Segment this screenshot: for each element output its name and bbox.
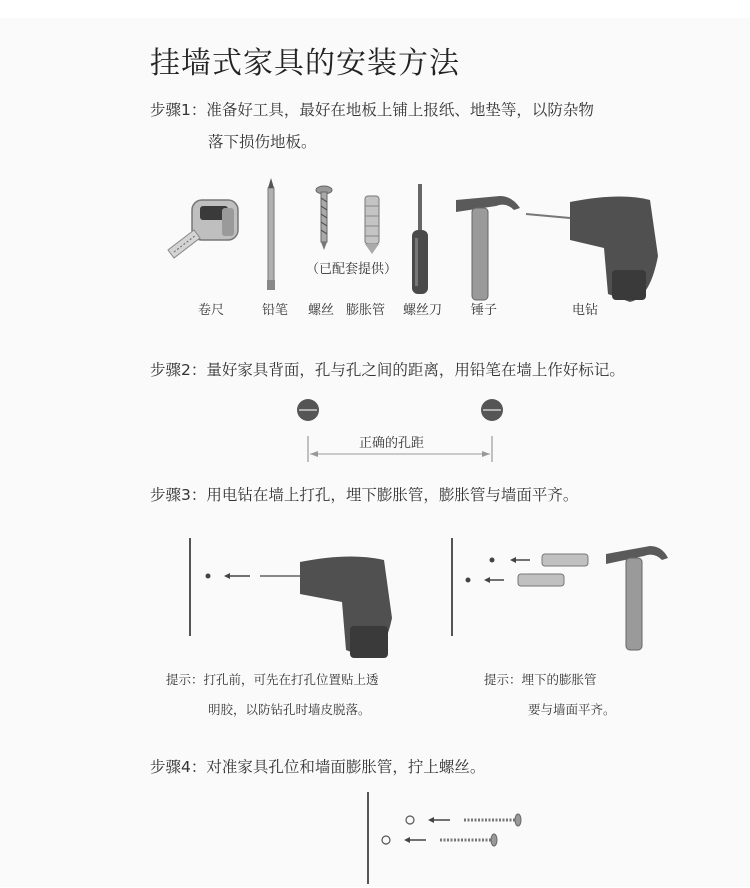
step-1-line1: 准备好工具，最好在地板上铺上报纸、地垫等，以防杂物 xyxy=(206,101,594,119)
step-3-text: 用电钻在墙上打孔，埋下膨胀管，膨胀管与墙面平齐。 xyxy=(206,486,579,504)
step-4-text: 对准家具孔位和墙面膨胀管，拧上螺丝。 xyxy=(206,758,486,776)
tool-label-screwdriver: 螺丝刀 xyxy=(403,303,443,318)
supplied-note: （已配套提供） xyxy=(306,262,398,277)
tool-label-hammer: 锤子 xyxy=(471,303,498,318)
tool-label-tape: 卷尺 xyxy=(198,303,225,318)
tip-left-line2: 明胶，以防钻孔时墙皮脱落。 xyxy=(208,702,371,717)
step-1-prefix: 步骤1： xyxy=(150,101,207,119)
hammer-icon xyxy=(456,196,520,300)
drilling-diagram xyxy=(180,518,680,658)
tip-right-line1 xyxy=(484,670,597,688)
tool-label-screw: 螺丝 xyxy=(308,303,335,318)
drill-icon xyxy=(526,196,658,302)
hole-spacing-diagram xyxy=(290,396,510,466)
tip-right-text1: 埋下的膨胀管 xyxy=(521,672,597,687)
tip-left-text1: 打孔前，可先在打孔位置贴上透 xyxy=(203,672,379,687)
screwdriver-icon xyxy=(412,184,428,294)
tool-label-expansion-tube: 膨胀管 xyxy=(346,303,386,318)
pencil-icon xyxy=(267,178,275,290)
step-4 xyxy=(150,755,485,777)
tip-right-line2: 要与墙面平齐。 xyxy=(528,702,616,717)
tool-label-pencil: 铅笔 xyxy=(262,303,289,318)
tape-measure-icon xyxy=(168,200,238,258)
step-2-prefix: 步骤2： xyxy=(150,361,207,379)
page-title: 挂墙式家具的安装方法 xyxy=(150,46,460,81)
screw-insertion-diagram xyxy=(360,788,540,888)
step-1 xyxy=(150,98,594,120)
step-1-line2: 落下损伤地板。 xyxy=(208,133,317,151)
tip-left-line1 xyxy=(166,670,379,688)
step-3-prefix: 步骤3： xyxy=(150,486,207,504)
step-2 xyxy=(150,358,625,380)
tools-illustration xyxy=(160,178,680,308)
tool-label-drill: 电钻 xyxy=(572,303,599,318)
tip-left-prefix: 提示： xyxy=(166,672,204,687)
spacing-label: 正确的孔距 xyxy=(359,436,425,451)
step-4-prefix: 步骤4： xyxy=(150,758,207,776)
expansion-tube-icon xyxy=(365,196,379,254)
step-3 xyxy=(150,483,578,505)
step-2-text: 量好家具背面，孔与孔之间的距离，用铅笔在墙上作好标记。 xyxy=(206,361,625,379)
tip-right-prefix: 提示： xyxy=(484,672,522,687)
screw-icon xyxy=(316,186,332,250)
